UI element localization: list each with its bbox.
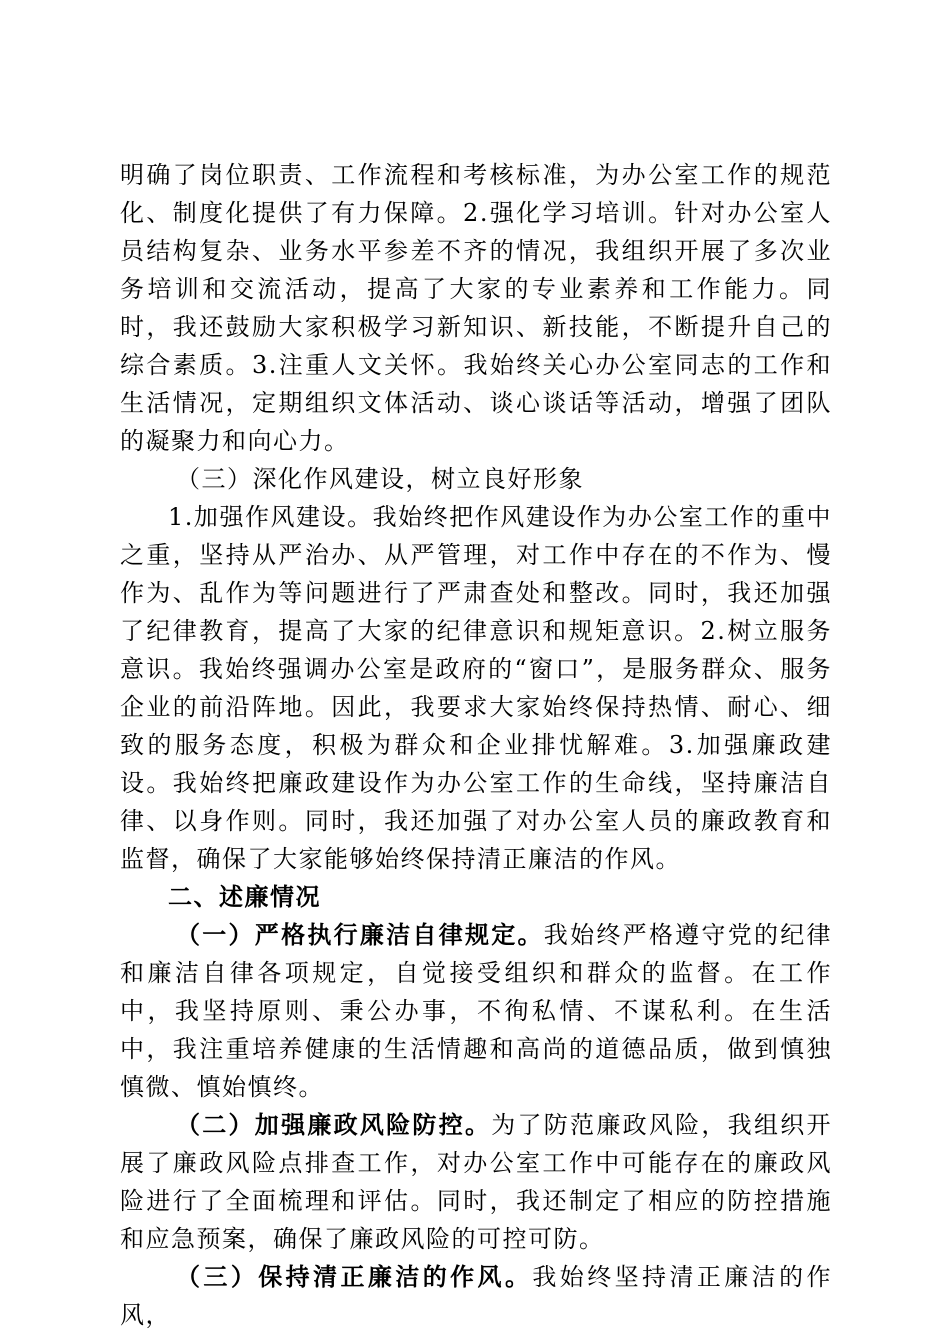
integrity-item-2 [120, 1106, 832, 1258]
integrity-item-2-title: （二）加强廉政风险防控。 [176, 1110, 492, 1139]
integrity-item-1 [120, 916, 832, 1106]
integrity-item-3 [120, 1258, 832, 1334]
body-paragraph-1: 明确了岗位职责、工作流程和考核标准，为办公室工作的规范化、制度化提供了有力保障。2.强化学习培训。针对办公室人员结构复杂、业务水平参差不齐的情况，我组织开展了多次业务培训和交流活动，提高了大家的专业素养和工作能力。同时，我还鼓励大家积极学习新知识、新技能，不断提升自己的综合素质。3.注重人文关怀。我始终关心办公室同志的工作和生活情况，定期组织文体活动、谈心谈话等活动，增强了团队的凝聚力和向心力。 [120, 161, 832, 455]
integrity-item-1-text: 我始终严格遵守党的纪律和廉洁自律各项规定，自觉接受组织和群众的监督。在工作中，我坚持原则、秉公办事，不徇私情、不谋私利。在生活中，我注重培养健康的生活情趣和高尚的道德品质，做到慎独慎微、慎始慎终。 [120, 921, 833, 1101]
integrity-item-3-text: 我始终坚持清正廉洁的作风， [120, 1263, 833, 1329]
integrity-item-1-title: （一）严格执行廉洁自律规定。 [176, 920, 544, 949]
section-heading-integrity: 二、述廉情况 [168, 883, 321, 911]
integrity-item-3-title: （三）保持清正廉洁的作风。 [176, 1262, 533, 1291]
document-page [120, 156, 832, 1334]
body-paragraph-2: 1.加强作风建设。我始终把作风建设作为办公室工作的重中之重，坚持从严治办、从严管理，对工作中存在的不作为、慢作为、乱作为等问题进行了严肃查处和整改。同时，我还加强了纪律教育，提高了大家的纪律意识和规矩意识。2.树立服务意识。我始终强调办公室是政府的“窗口”，是服务群众、服务企业的前沿阵地。因此，我要求大家始终保持热情、耐心、细致的服务态度，积极为群众和企业排忧解难。3.加强廉政建设。我始终把廉政建设作为办公室工作的生命线，坚持廉洁自律、以身作则。同时，我还加强了对办公室人员的廉政教育和监督，确保了大家能够始终保持清正廉洁的作风。 [120, 503, 832, 873]
subheading-deepen-style: （三）深化作风建设，树立良好形象 [176, 465, 584, 493]
integrity-item-2-text: 为了防范廉政风险，我组织开展了廉政风险点排查工作，对办公室工作中可能存在的廉政风险进行了全面梳理和评估。同时，我还制定了相应的防控措施和应急预案，确保了廉政风险的可控可防。 [120, 1111, 832, 1253]
